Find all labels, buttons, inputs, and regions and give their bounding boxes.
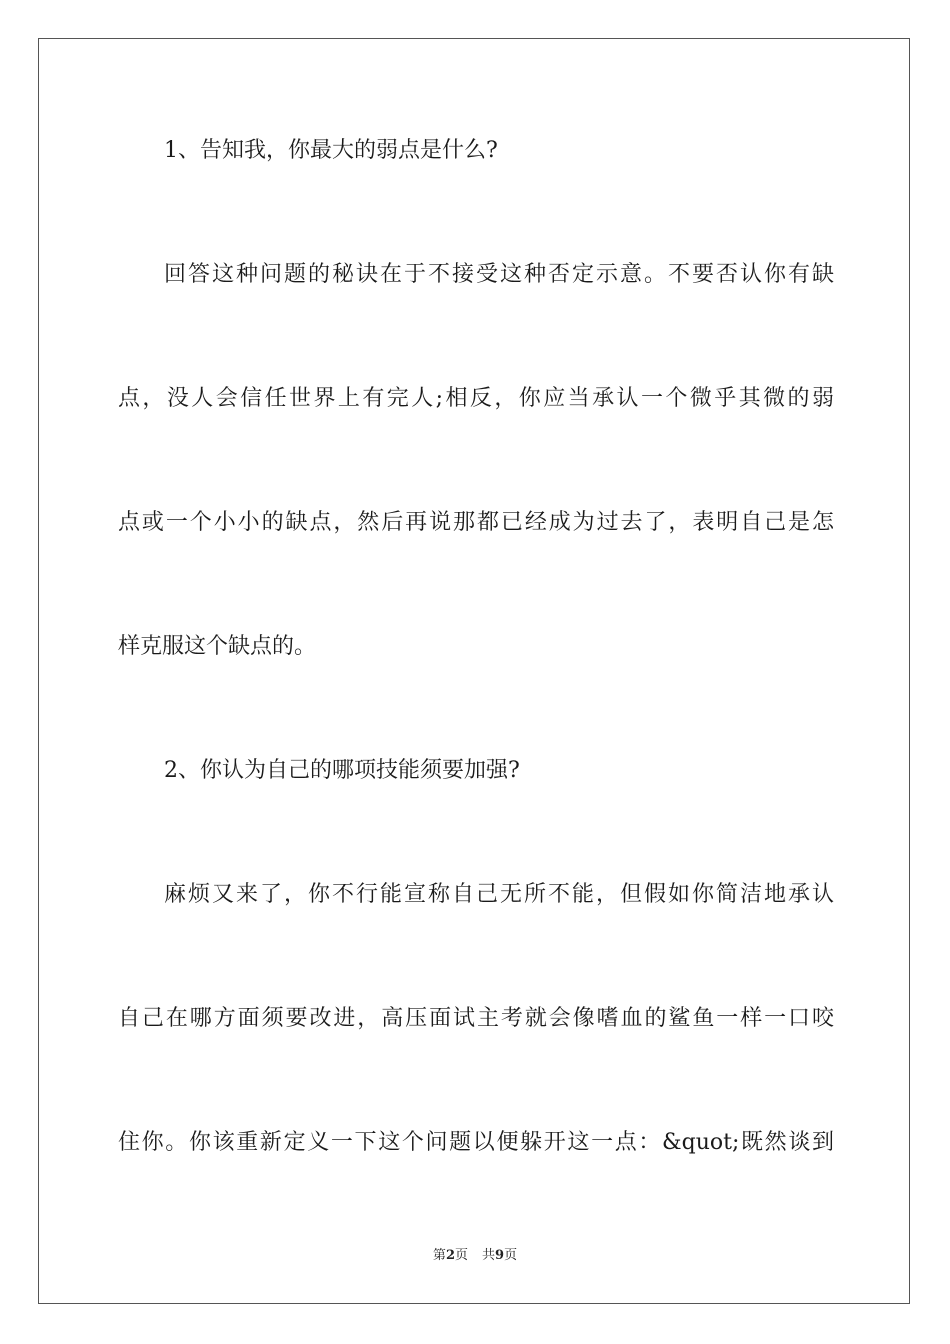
total-label-prefix: 共 <box>482 1248 496 1263</box>
paragraph-line: 点，没人会信任世界上有完人;相反，你应当承认一个微乎其微的弱 <box>118 386 834 411</box>
paragraph-line: 点或一个小小的缺点，然后再说那都已经成为过去了，表明自己是怎 <box>118 510 834 535</box>
paragraph-line: 自己在哪方面须要改进，高压面试主考就会像嗜血的鲨鱼一样一口咬 <box>118 1006 834 1031</box>
paragraph-line: 住你。你该重新定义一下这个问题以便躲开这一点：&quot;既然谈到 <box>118 1130 834 1155</box>
paragraph-line: 样克服这个缺点的。 <box>118 634 317 659</box>
page-border <box>38 38 910 1304</box>
total-page-number: 9 <box>495 1248 505 1263</box>
page-footer <box>0 1247 950 1265</box>
paragraph-line: 麻烦又来了，你不行能宣称自己无所不能，但假如你简洁地承认 <box>164 882 834 907</box>
question-heading-1: 1、告知我，你最大的弱点是什么? <box>164 138 498 163</box>
page-label-suffix: 页 <box>454 1248 468 1263</box>
total-label-suffix: 页 <box>504 1248 518 1263</box>
paragraph-line: 回答这种问题的秘诀在于不接受这种否定示意。不要否认你有缺 <box>164 262 834 287</box>
page-label-prefix: 第 <box>432 1248 446 1263</box>
question-heading-2: 2、你认为自己的哪项技能须要加强? <box>164 758 520 783</box>
current-page-number: 2 <box>445 1248 455 1263</box>
